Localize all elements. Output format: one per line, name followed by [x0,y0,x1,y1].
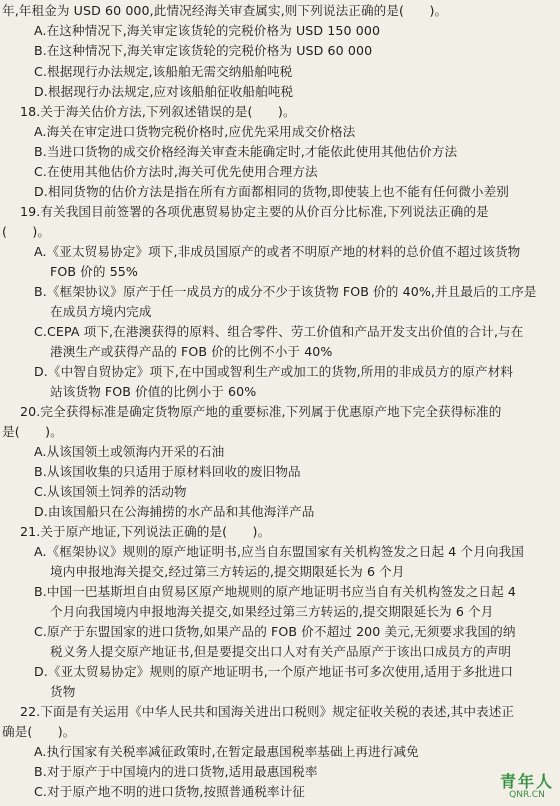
option-b: B.对于原产于中国境内的进口货物,适用最惠国税率 [34,764,318,779]
option-a: A.海关在审定进口货物完税价格时,应优先采用成交价格法 [34,124,356,139]
option-b: B.从该国收集的只适用于原材料回收的废旧物品 [34,464,301,479]
watermark-url: QNR.CN [509,790,545,800]
option-d: D.《亚太贸易协定》规则的原产地证明书,一个原产地证书可多次使用,适用于多批进口 [34,664,514,679]
option-c: C.CEPA 项下,在港澳获得的原料、组合零件、劳工价值和产品开发支出价值的合计,与在 [34,324,524,339]
option-c: C.从该国领土饲养的活动物 [34,484,187,499]
question-19-paren: ( )。 [2,224,51,239]
option-a: A.《框架协议》规则的原产地证明书,应当自东盟国家有关机构签发之日起 4 个月向我国 [34,544,524,559]
question-22: 22.下面是有关运用《中华人民共和国海关进出口税则》规定征收关税的表述,其中表述正 [20,704,515,719]
option-c-cont: 税义务人提交原产地证书,但是要提交出口人对有关产品原产于该出口成员方的声明 [50,644,512,659]
option-d: D.根据现行办法规定,应对该船舶征收船舶吨税 [34,84,294,99]
option-a: A.执行国家有关税率减征政策时,在暂定最惠国税率基础上再进行减免 [34,744,419,759]
watermark-text: 青年人 [499,772,554,791]
option-b: B.《框架协议》原产于任一成员方的成分不少于该货物 FOB 价的 40%,并且最后的工序是 [34,284,537,299]
question-19: 19.有关我国目前签署的各项优惠贸易协定主要的从价百分比标准,下列说法正确的是 [20,204,489,219]
option-b: B.在这种情况下,海关审定该货轮的完税价格为 USD 60 000 [34,43,373,58]
option-a: A.在这种情况下,海关审定该货轮的完税价格为 USD 150 000 [34,23,381,38]
text-line: 年,年租金为 USD 60 000,此情况经海关审查属实,则下列说法正确的是( )。 [2,3,448,18]
option-d: D.由该国船只在公海捕捞的水产品和其他海洋产品 [34,504,315,519]
option-d-cont: 货物 [50,684,76,699]
option-c: C.对于原产地不明的进口货物,按照普通税率计征 [34,784,305,799]
question-21: 21.关于原产地证,下列说法正确的是( )。 [20,524,271,539]
option-b: B.当进口货物的成交价格经海关审查未能确定时,才能依此使用其他估价方法 [34,144,458,159]
option-c: C.原产于东盟国家的进口货物,如果产品的 FOB 价不超过 200 美元,无须要求我国的纳 [34,624,516,639]
option-d: D.《中智自贸协定》项下,在中国或智利生产或加工的货物,所用的非成员方的原产材料 [34,364,514,379]
option-b-cont: 在成员方境内完成 [50,304,152,319]
question-22-cont: 确是( )。 [2,724,76,739]
option-c: C.在使用其他估价方法时,海关可优先使用合理方法 [34,164,318,179]
question-20-cont: 是( )。 [2,424,63,439]
question-18: 18.关于海关估价方法,下列叙述错误的是( )。 [20,104,296,119]
option-d: D.相同货物的估价方法是指在所有方面都相同的货物,即使装上也不能有任何微小差别 [34,184,509,199]
option-d-cont: 站该货物 FOB 价值的比例小于 60% [50,384,257,399]
option-a-cont: 境内申报地海关提交,经过第三方转运的,提交期限延长为 6 个月 [50,564,405,579]
option-b: B.中国一巴基斯坦自由贸易区原产地规则的原产地证明书应当自有关机构签发之日起 4 [34,584,517,599]
option-c-cont: 港澳生产或获得产品的 FOB 价的比例不小于 40% [50,344,333,359]
question-20: 20.完全获得标准是确定货物原产地的重要标准,下列属于优惠原产地下完全获得标准的 [20,404,502,419]
option-b-cont: 个月向我国境内申报地海关提交,如果经过第三方转运的,提交期限延长为 6 个月 [50,604,494,619]
option-a: A.《亚太贸易协定》项下,非成员国原产的或者不明原产地的材料的总价值不超过该货物 [34,244,521,259]
option-a: A.从该国领土或领海内开采的石油 [34,444,225,459]
watermark-logo [500,769,554,800]
option-a-cont: FOB 价的 55% [50,264,138,279]
option-c: C.根据现行办法规定,该船舶无需交纳船舶吨税 [34,64,293,79]
